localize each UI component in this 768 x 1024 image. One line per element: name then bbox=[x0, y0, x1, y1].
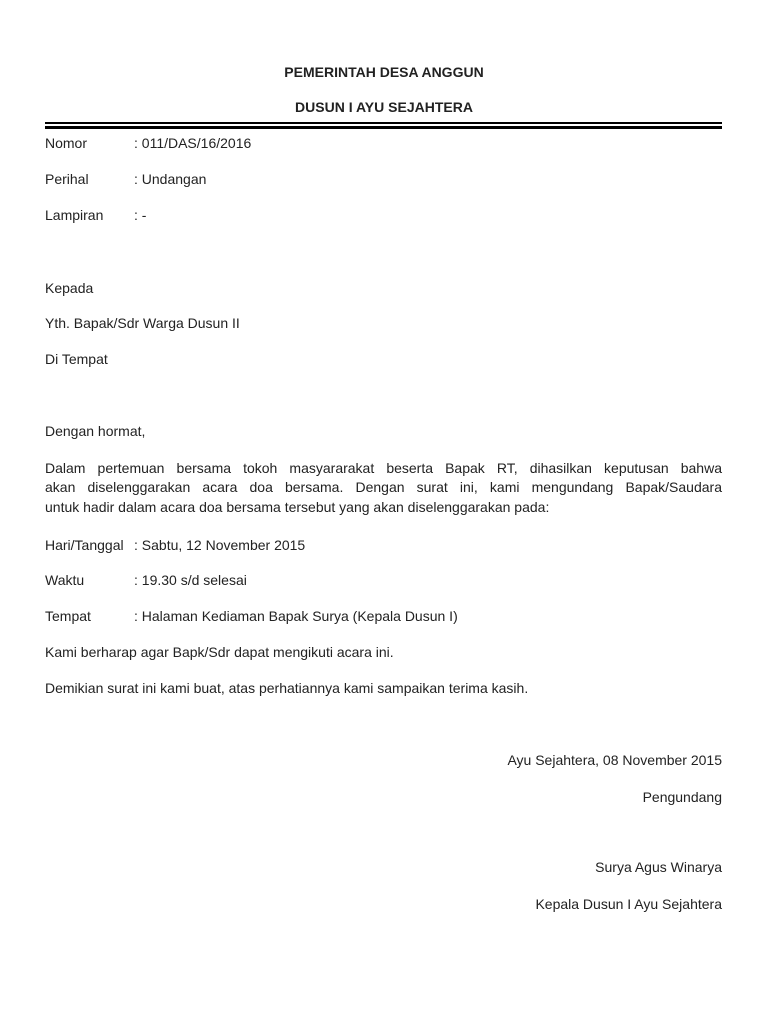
nomor-label: Nomor bbox=[45, 135, 88, 151]
closing-thanks: Demikian surat ini kami buat, atas perhatiannya kami sampaikan terima kasih. bbox=[45, 680, 529, 696]
place-value: : Halaman Kediaman Bapak Surya (Kepala Dusun I) bbox=[134, 608, 458, 624]
header-rule-thin bbox=[45, 122, 722, 124]
date-value: : Sabtu, 12 November 2015 bbox=[134, 537, 306, 553]
signature-role: Pengundang bbox=[642, 789, 722, 805]
recipient-place: Di Tempat bbox=[45, 351, 108, 367]
closing-hope: Kami berharap agar Bapk/Sdr dapat mengikuti acara ini. bbox=[45, 644, 394, 660]
signature-name: Surya Agus Winarya bbox=[595, 859, 722, 875]
time-label: Waktu bbox=[45, 572, 85, 588]
perihal-value: : Undangan bbox=[134, 171, 207, 187]
paragraph-line: Dalam pertemuan bersama tokoh masyararakat beserta Bapak RT, dihasilkan keputusan bahwa bbox=[45, 460, 722, 476]
signature-place-date: Ayu Sejahtera, 08 November 2015 bbox=[507, 752, 722, 768]
place-label: Tempat bbox=[45, 608, 91, 624]
header-rule-thick bbox=[45, 126, 722, 129]
greeting: Dengan hormat, bbox=[45, 423, 146, 439]
nomor-value: : 011/DAS/16/2016 bbox=[134, 135, 252, 151]
perihal-label: Perihal bbox=[45, 171, 89, 187]
lampiran-label: Lampiran bbox=[45, 207, 104, 223]
paragraph-line: untuk hadir dalam acara doa bersama tersebut yang akan diselenggarakan pada: bbox=[45, 499, 550, 515]
paragraph-line: akan diselenggarakan acara doa bersama. Dengan surat ini, kami mengundang Bapak/Saudara bbox=[45, 479, 722, 495]
recipient-name: Yth. Bapak/Sdr Warga Dusun II bbox=[45, 315, 240, 331]
time-value: : 19.30 s/d selesai bbox=[134, 572, 247, 588]
letterhead-title: PEMERINTAH DESA ANGGUN bbox=[284, 64, 484, 80]
signature-title: Kepala Dusun I Ayu Sejahtera bbox=[535, 896, 722, 912]
lampiran-value: : - bbox=[134, 207, 147, 223]
date-label: Hari/Tanggal bbox=[45, 537, 124, 553]
recipient-kepada: Kepada bbox=[45, 280, 94, 296]
letterhead-subtitle: DUSUN I AYU SEJAHTERA bbox=[295, 99, 473, 115]
